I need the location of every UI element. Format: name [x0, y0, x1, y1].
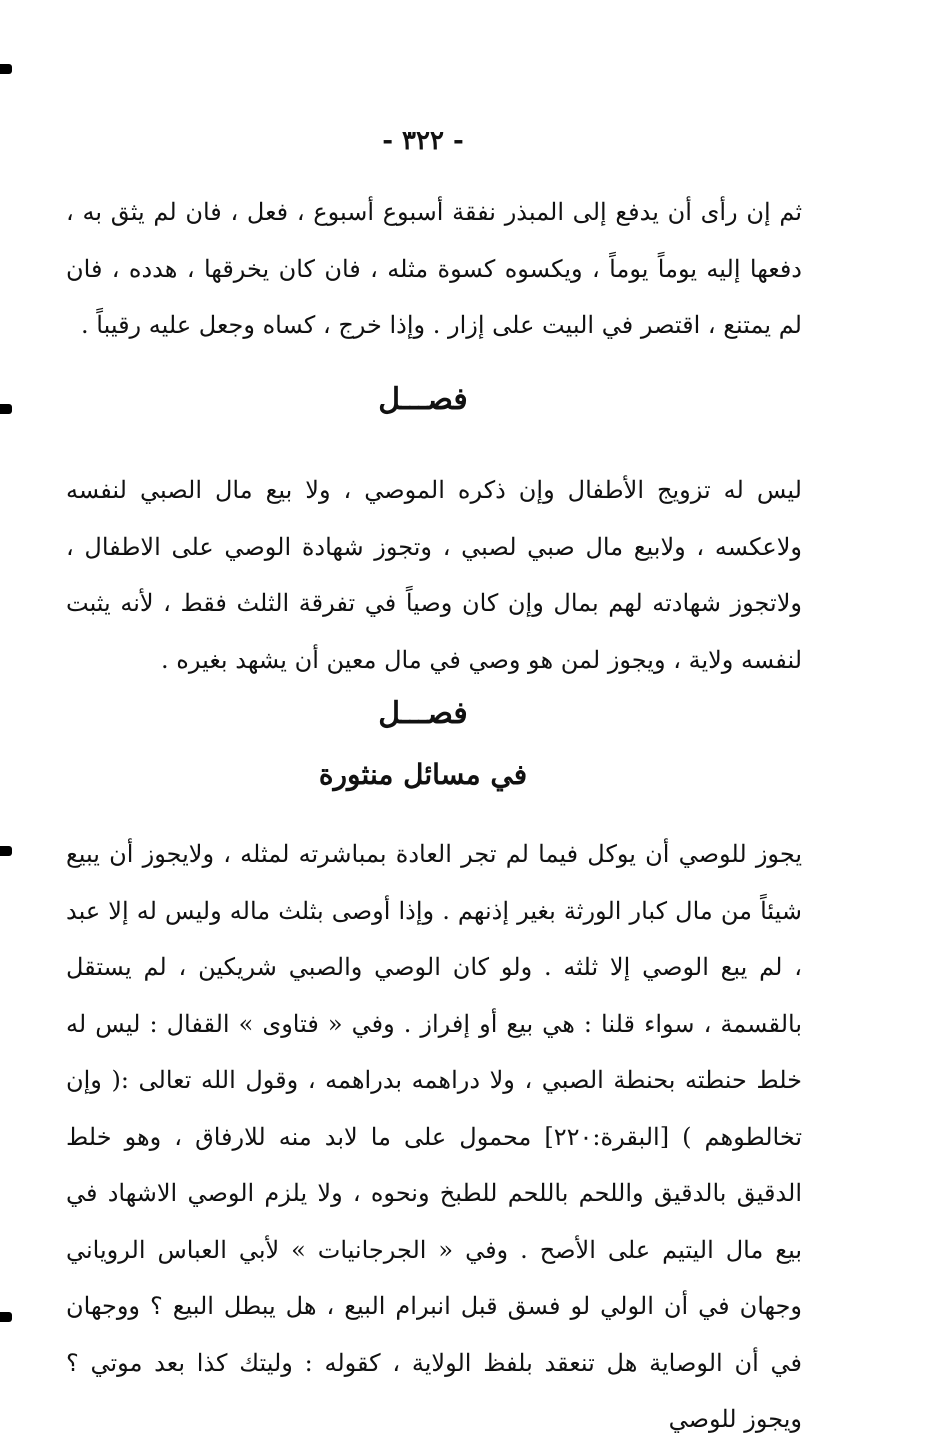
paragraph-3-text: يجوز للوصي أن يوكل فيما لم تجر العادة بمباشرته لمثله ، ولايجوز أن يبيع شيئاً من مال كبار الورثة بغير إذنهم . وإذا أوصى بثلث ماله وليس له إلا عبد ، لم يبع الوصي إلا ثلثه . ولو كان الوصي والصبي شريكين ، لم يستقل بالقسمة ، سواء قلنا : هي بيع أو إفراز . وفي « فتاوى » القفال : ليس له خلط حنطته بحنطة الصبي ، ولا دراهمه بدراهمه ، وقول الله تعالى :( وإن تخالطوهم ) [البقرة:٢٢٠] محمول على ما لابد منه للارفاق ، وهو خلط الدقيق بالدقيق واللحم باللحم للطبخ ونحوه ، ولا يلزم الوصي الاشهاد في بيع مال اليتيم على الأصح . وفي « الجرجانيات » لأبي العباس الروياني وجهان في أن الولي لو فسق قبل انبرام البيع ، هل يبطل البيع ؟ ووجهان في أن الوصاية هل تنعقد بلفظ الولاية ، كقوله : وليتك كذا بعد موتي ؟ ويجوز للوصي [66, 840, 803, 1433]
paragraph-1 [66, 184, 802, 354]
section-subheading: في مسائل منثورة [318, 758, 528, 791]
paragraph-3 [66, 826, 802, 1448]
section-heading-1: فصـــل [378, 382, 468, 417]
paragraph-1-text: ثم إن رأى أن يدفع إلى المبذر نفقة أسبوع أسبوع ، فعل ، فان لم يثق به ، دفعها إليه يوماً يوماً ، ويكسوه كسوة مثله ، فان كان يخرقها ، هدده ، فان لم يمتنع ، اقتصر في البيت على إزار . وإذا خرج ، كساه وجعل عليه رقيباً . [66, 198, 802, 339]
margin-mark [0, 1312, 12, 1322]
section-heading-2: فصـــل [378, 696, 468, 731]
paragraph-2-text: ليس له تزويج الأطفال وإن ذكره الموصي ، ولا بيع مال الصبي لنفسه ولاعكسه ، ولابيع مال صبي لصبي ، وتجوز شهادة الوصي على الاطفال ، ولاتجوز شهادته لهم بمال وإن كان وصياً في تفرقة الثلث فقط ، لأنه يثبت لنفسه ولاية ، ويجوز لمن هو وصي في مال معين أن يشهد بغيره . [66, 476, 802, 674]
page-number: - ٣٢٢ - [382, 126, 464, 156]
paragraph-2 [66, 462, 802, 688]
margin-mark [0, 846, 12, 856]
margin-mark [0, 64, 12, 74]
